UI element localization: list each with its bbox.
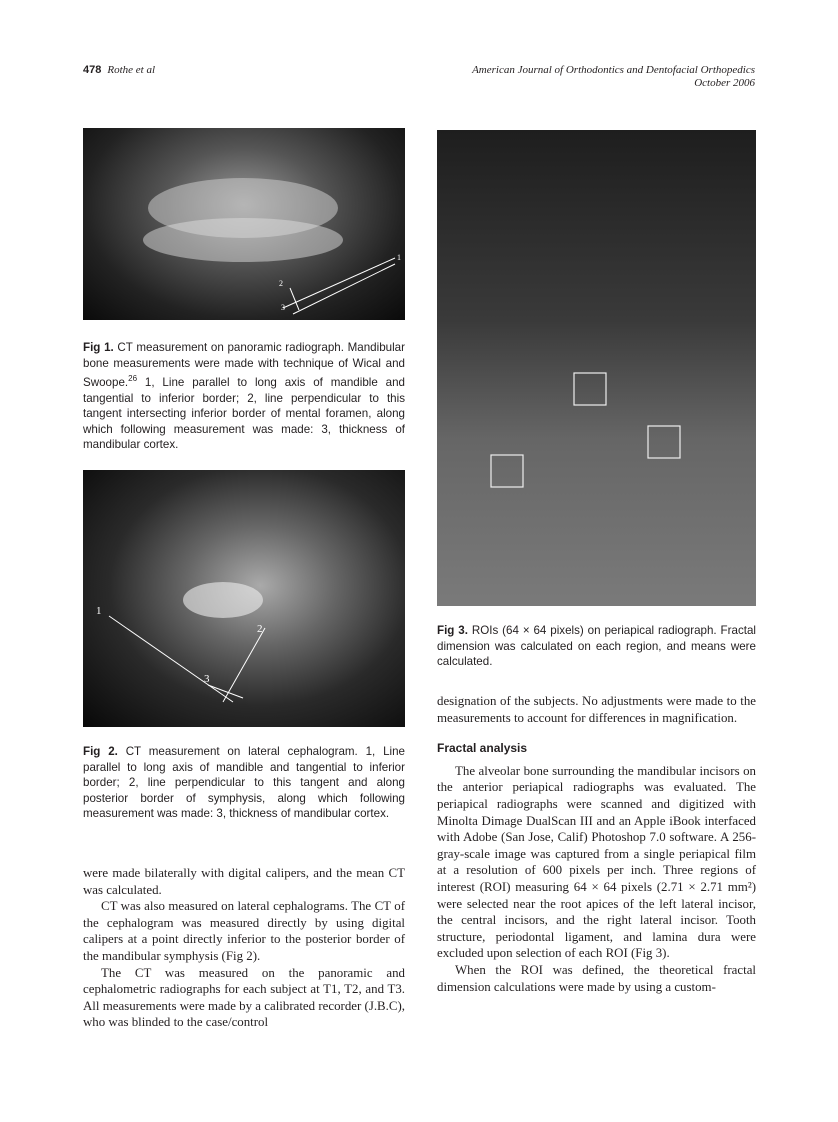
fig1-marker-1: 1 <box>397 253 401 262</box>
figure-3-caption <box>437 623 756 670</box>
fig2-marker-3: 3 <box>204 673 210 685</box>
paragraph: were made bilaterally with digital calipers, and the mean CT was calculated. <box>83 866 405 897</box>
paragraph: designation of the subjects. No adjustments were made to the measurements to account for differences in magnification. <box>437 694 756 725</box>
fig1-reference: 26 <box>128 374 138 384</box>
fig1-caption-text-2: 1, Line parallel to long axis of mandible and tangential to inferior border; 2, line perpendicular to this tangent intersecting inferior border of mental foramen, along which following measurement was made: 3, thickness of mandibular cortex. <box>83 376 405 452</box>
paragraph: When the ROI was defined, the theoretical fractal dimension calculations were made by using a custom- <box>437 962 756 994</box>
fig3-caption-text: ROIs (64 × 64 pixels) on periapical radiograph. Fractal dimension was calculated on each region, and means were calculated. <box>437 624 756 669</box>
roi-box-left <box>491 455 523 487</box>
issue-date: October 2006 <box>694 77 755 89</box>
fig2-marker-2: 2 <box>257 623 263 635</box>
figure-2-caption <box>83 744 405 822</box>
right-column-body <box>437 693 756 995</box>
fig3-label: Fig 3. <box>437 624 468 637</box>
paragraph: The CT was measured on the panoramic and cephalometric radiographs for each subject at T1, T2, and T3. All measurements were made by a calibrated recorder (J.B.C), who was blinded to the case/control <box>83 965 405 1030</box>
fig1-marker-3: 3 <box>281 303 285 312</box>
fig1-caption-text: CT measurement on panoramic radiograph. Mandibular bone measurements were made with technique of Wical and Swoope. <box>83 341 405 390</box>
figure-1-caption <box>83 340 405 453</box>
paragraph: CT was also measured on lateral cephalograms. The CT of the cephalogram was measured directly by using digital calipers at a point directly inferior to the posterior border of the mandibular symphysis (Fig 2). <box>83 899 405 963</box>
roi-box-central <box>574 373 606 405</box>
fig2-marker-1: 1 <box>96 605 102 617</box>
figure-2-lateral-cephalogram <box>83 470 405 727</box>
figure-1-panoramic-radiograph <box>83 128 405 320</box>
fig2-caption-text: CT measurement on lateral cephalogram. 1, Line parallel to long axis of mandible and tangential to inferior border; 2, line perpendicular to this tangent and along posterior border of symphysis, along which following measurement was made: 3, thickness of mandibular cortex. <box>83 745 405 821</box>
fig1-label: Fig 1. <box>83 341 114 354</box>
left-column-body <box>83 865 405 1031</box>
figure-3-periapical-radiograph <box>437 130 756 606</box>
running-header-left <box>83 64 155 77</box>
journal-title: American Journal of Orthodontics and Dentofacial Orthopedics <box>472 64 755 76</box>
running-header-right <box>472 64 755 90</box>
page-number: 478 <box>83 64 102 76</box>
paragraph: The alveolar bone surrounding the mandibular incisors on the anterior periapical radiographs was evaluated. The periapical radiographs were scanned and digitized with Minolta Dimage DualScan III and an Apple iBook interfaced with Adobe (San Jose, Calif) Photoshop 7.0 software. A 256-gray-scale image was captured from a single periapical film at a resolution of 600 pixels per inch. Three regions of interest (ROI) measuring 64 × 64 pixels (2.71 × 2.71 mm²) were selected near the root apices of the left lateral incisor, the central incisors, and the right lateral incisor. Tooth structure, periodontal ligament, and lamina dura were excluded upon selection of each ROI (Fig 3). <box>437 763 756 961</box>
roi-box-right <box>648 426 680 458</box>
fig1-marker-2: 2 <box>279 279 283 288</box>
section-heading: Fractal analysis <box>437 741 528 756</box>
authors: Rothe et al <box>107 64 156 76</box>
fig2-label: Fig 2. <box>83 745 118 758</box>
